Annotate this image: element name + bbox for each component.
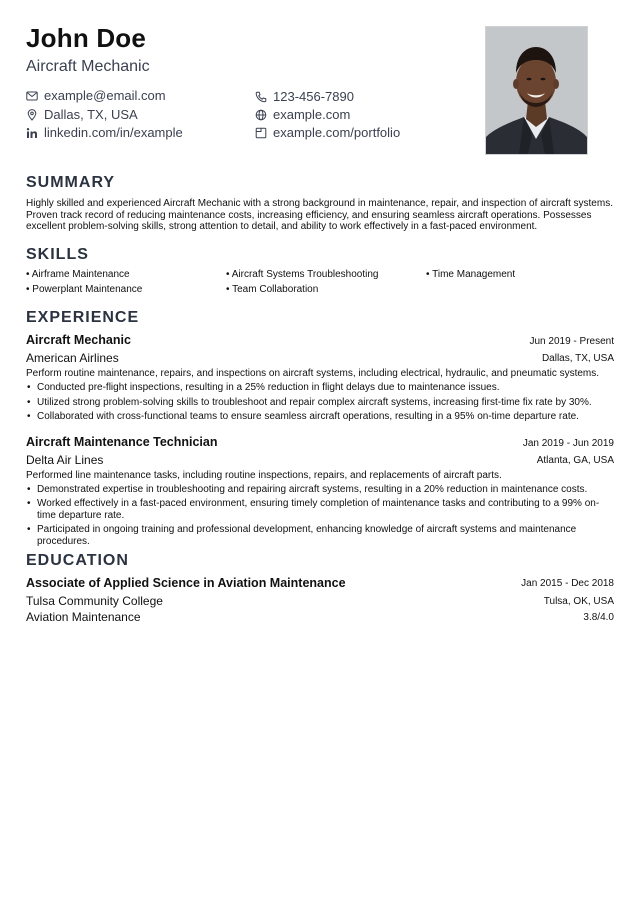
- bullet-text: Participated in ongoing training and professional development, enhancing knowledge of aircraft systems and maintenance procedures.: [37, 524, 577, 547]
- portfolio-contact[interactable]: [255, 125, 400, 140]
- job-title: Aircraft Mechanic: [26, 333, 131, 347]
- website-text: example.com: [273, 107, 351, 122]
- bullet-glyph: •: [27, 498, 31, 509]
- skill-item: [26, 284, 142, 295]
- profile-photo: [485, 26, 588, 155]
- bullet-text: Worked effectively in a fast-paced environment, ensuring timely completion of maintenance tasks and contributing to a 99% on-time departure rate.: [37, 498, 600, 521]
- skill-label: Airframe Maintenance: [31, 269, 130, 280]
- job-company: American Airlines: [26, 351, 119, 365]
- job-description: Performed line maintenance tasks, including routine inspections, repairs, and replacements of aircraft parts.: [26, 470, 502, 481]
- bullet-glyph: •: [26, 269, 30, 280]
- linkedin-text: linkedin.com/in/example: [44, 125, 183, 140]
- job-dates: Jun 2019 - Present: [529, 336, 614, 347]
- job-location: Atlanta, GA, USA: [536, 455, 614, 466]
- candidate-name: John Doe: [26, 23, 147, 53]
- skill-label: Team Collaboration: [232, 284, 319, 295]
- bullet-glyph: •: [27, 382, 31, 393]
- skill-label: Time Management: [432, 269, 516, 280]
- school-location: Tulsa, OK, USA: [543, 596, 614, 607]
- portfolio-text: example.com/portfolio: [273, 125, 401, 140]
- job-company: Delta Air Lines: [26, 453, 104, 467]
- website-contact[interactable]: [255, 107, 350, 122]
- skill-item: [226, 269, 378, 280]
- bullet-glyph: •: [27, 397, 31, 408]
- location-text: Dallas, TX, USA: [44, 107, 138, 122]
- bullet-glyph: •: [426, 269, 430, 280]
- gpa: 3.8/4.0: [583, 612, 614, 623]
- email-text: example@email.com: [44, 88, 166, 103]
- summary-heading: SUMMARY: [26, 174, 116, 191]
- phone-contact[interactable]: [255, 89, 354, 104]
- bullet-text: Utilized strong problem-solving skills to troubleshoot and repair complex aircraft systems, increasing first-time fix rate by 30%.: [37, 397, 592, 408]
- job-dates: Jan 2019 - Jun 2019: [522, 438, 614, 449]
- phone-icon: [255, 91, 267, 103]
- bullet-text: Demonstrated expertise in troubleshooting and repairing aircraft systems, resulting in a 20% reduction in maintenance costs.: [37, 484, 588, 495]
- degree-title: Associate of Applied Science in Aviation Maintenance: [26, 576, 346, 590]
- email-contact[interactable]: [26, 88, 166, 103]
- education-dates: Jan 2015 - Dec 2018: [521, 578, 614, 589]
- location-contact: [26, 107, 138, 122]
- field-of-study: Aviation Maintenance: [26, 610, 141, 624]
- experience-heading: EXPERIENCE: [26, 309, 140, 326]
- bullet-text: Conducted pre-flight inspections, resulting in a 25% reduction in flight delays due to maintenance issues.: [37, 382, 500, 393]
- bullet-glyph: •: [27, 484, 31, 495]
- skill-label: Aircraft Systems Troubleshooting: [231, 269, 379, 280]
- summary-text: Highly skilled and experienced Aircraft Mechanic with a strong background in maintenance, repair, and inspection of aircraft systems. Proven track record of reducing maintenance costs, increasing efficiency, and ensuring seamless aircraft operations. Possesses excellent problem-solving skills, strong attention to detail, and ability to work effectively in a fast-paced environment.: [26, 198, 613, 232]
- skill-item: [426, 269, 515, 280]
- linkedin-contact[interactable]: [26, 125, 183, 140]
- education-heading: EDUCATION: [26, 552, 129, 569]
- skill-label: Powerplant Maintenance: [32, 284, 143, 295]
- candidate-role: Aircraft Mechanic: [26, 58, 150, 75]
- bullet-glyph: •: [226, 284, 230, 295]
- globe-icon: [255, 109, 267, 121]
- bullet-glyph: •: [26, 284, 30, 295]
- school-name: Tulsa Community College: [26, 594, 163, 608]
- phone-text: 123-456-7890: [273, 89, 354, 104]
- job-location: Dallas, TX, USA: [541, 353, 614, 364]
- bullet-glyph: •: [27, 524, 31, 535]
- skill-item: [226, 284, 318, 295]
- portfolio-icon: [255, 127, 267, 139]
- mail-icon: [26, 90, 38, 102]
- location-icon: [26, 109, 38, 121]
- skill-item: [26, 269, 130, 280]
- skills-heading: SKILLS: [26, 246, 89, 263]
- bullet-glyph: •: [27, 411, 31, 422]
- bullet-text: Collaborated with cross-functional teams to ensure seamless aircraft operations, resulting in a 95% on-time departure rate.: [37, 411, 579, 422]
- bullet-glyph: •: [226, 269, 230, 280]
- linkedin-icon: [26, 127, 38, 139]
- job-title: Aircraft Maintenance Technician: [26, 435, 218, 449]
- job-description: Perform routine maintenance, repairs, and inspections on aircraft systems, including electrical, hydraulic, and pneumatic systems.: [26, 368, 600, 379]
